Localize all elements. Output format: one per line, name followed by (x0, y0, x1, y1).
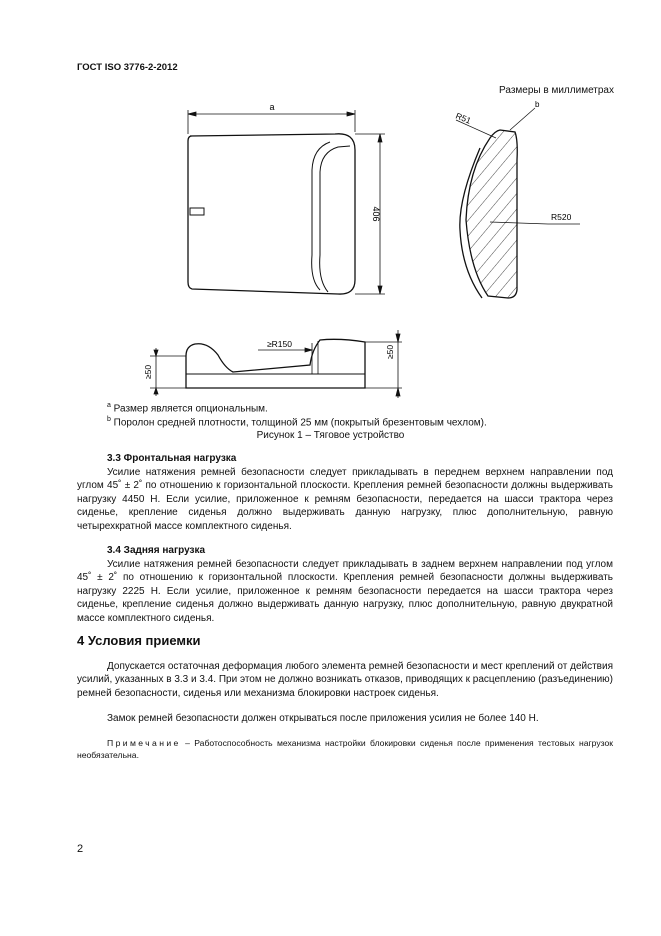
note (77, 737, 613, 761)
section-view-drawing (460, 130, 517, 298)
top-view-drawing (188, 134, 355, 294)
heading-3-4: 3.4 Задняя нагрузка (107, 545, 206, 556)
page-number: 2 (77, 843, 84, 855)
note-label: Примечание (107, 738, 181, 748)
paragraph-4-2: Замок ремней безопасности должен открываться после приложения усилия не более 140 Н. (107, 713, 539, 724)
label-h50-left: ≥50 (143, 364, 153, 380)
paragraph-3-4: Усилие натяжения ремней безопасности следует прикладывать в заднем верхнем направлении под углом 45˚ ± 2˚ по отношению к горизонтальной плоскости. Крепления ремней безопасности должны выдерживать нагрузку 2225 Н. Если усилие, приложенное к ремням безопасности передается на шасси трактора через сиденье, крепление сиденья должно выдерживать данную нагрузку, плюс дополнительную, равную двукратной массе комплектного сиденья. (77, 559, 613, 624)
dimension-a (188, 110, 355, 134)
label-406: 406 (371, 206, 381, 222)
heading-4: 4 Условия приемки (77, 633, 201, 648)
figure-caption: Рисунок 1 – Тяговое устройство (256, 430, 405, 441)
label-r51: R51 (454, 110, 473, 126)
label-a: a (269, 102, 275, 112)
label-h50-right: ≥50 (385, 344, 395, 360)
heading-3-3: 3.3 Фронтальная нагрузка (107, 453, 237, 464)
label-r150: ≥R150 (267, 339, 292, 349)
footnote-b: $^b$ Поролон средней плотности, толщиной 25 мм (покрытый брезентовым чехлом). (107, 416, 487, 429)
note-text: – Работоспособность механизма настройки блокировки сиденья после применения тестовых нагрузок необязательна. (77, 738, 613, 760)
figure-towing-device (0, 0, 661, 400)
paragraph-4-1: Допускается остаточная деформация любого элемента ремней безопасности и мест креплений от действия усилий, указанных в 3.3 и 3.4. При этом не должно возникать отказов, приводящих к расцеплению (разъединению) ремней безопасности, сиденья или механизма блокировки настроек сиденья. (77, 661, 613, 699)
label-r520: R520 (551, 212, 572, 222)
footnote-a: $^a$ Размер является опциональным. (107, 402, 268, 415)
label-b: b (535, 100, 540, 109)
document-header: ГОСТ ISO 3776-2-2012 (77, 62, 178, 73)
units-note: Размеры в миллиметрах (499, 85, 614, 96)
paragraph-3-3: Усилие натяжения ремней безопасности следует прикладывать в переднем верхнем направлении под углом 45˚ ± 2˚ по отношению к горизонтальной плоскости. Крепления ремней безопасности должны выдерживать нагрузку 4450 Н. Если усилие, приложенное к ремням безопасности, передается на шасси трактора через сиденье, крепление сиденья должно выдерживать данную нагрузку, плюс дополнительную, равную четырехкратной массе комплектного сиденья. (77, 467, 613, 532)
